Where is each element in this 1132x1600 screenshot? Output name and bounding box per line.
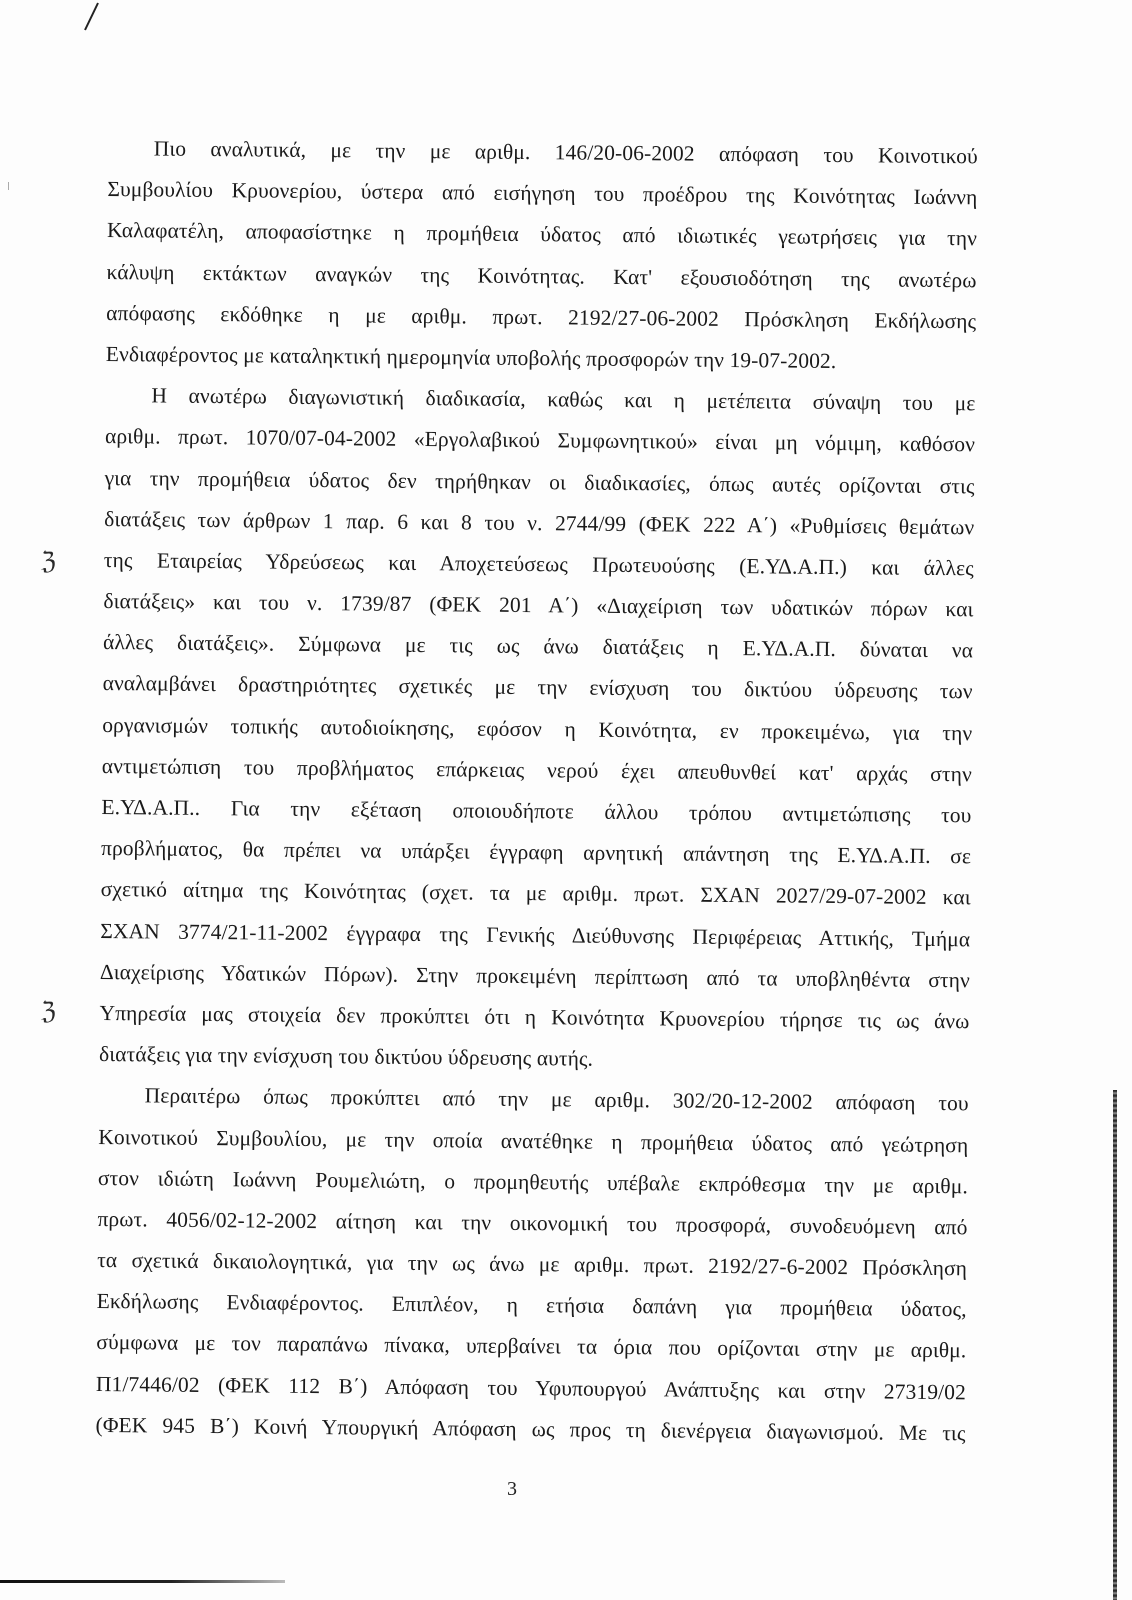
scan-artifact [8, 182, 9, 190]
margin-initial-mark-icon: ℨ [41, 997, 56, 1025]
paragraph-2-line: άλλες διατάξεις». Σύμφωνα με τις ως άνω διατάξεις η Ε.ΥΔ.Α.Π. δύναται να [102, 630, 974, 663]
paragraph-1-line: Καλαφατέλη, αποφασίστηκε η προμήθεια ύδατος από ιδιωτικές γεωτρήσεις για την [106, 218, 978, 251]
paragraph-3-line: Κοινοτικού Συμβουλίου, με την οποία ανατέθηκε η προμήθεια ύδατος από γεώτρηση [98, 1124, 969, 1157]
paragraph-3-line: σύμφωνα με τον παραπάνω πίνακα, υπερβαίνει τα όρια που ορίζονται στην με αριθμ. [96, 1330, 967, 1363]
paragraph-2-line: Υπηρεσία μας στοιχεία δεν προκύπτει ότι η Κοινότητα Κρυονερίου τήρησε τις ως άνω [99, 1000, 970, 1034]
paragraph-2-line: αναλαμβάνει δραστηριότητες σχετικές με την ενίσχυση του δικτύου ύδρευσης των [102, 671, 973, 704]
paragraph-3-line: Περαιτέρω όπως προκύπτει από την με αριθμ. 302/20-12-2002 απόφαση του [144, 1083, 969, 1116]
paragraph-3-line: Π1/7446/02 (ΦΕΚ 112 Β΄) Απόφαση του Υφυπουργού Ανάπτυξης και στην 27319/02 [95, 1371, 967, 1404]
paragraph-2-line: Ε.ΥΔ.Α.Π.. Για την εξέταση οποιουδήποτε άλλου τρόπου αντιμετώπισης του [101, 794, 972, 828]
paragraph-1-line: Ενδιαφέροντος με καταληκτική ημερομηνία υποβολής προσφορών την 19-07-2002. [105, 341, 837, 373]
paragraph-2-line: διατάξεις των άρθρων 1 παρ. 6 και 8 του ν. 2744/99 (ΦΕΚ 222 Α΄) «Ρυθμίσεις θεμάτων [104, 506, 975, 540]
scan-bottom-edge-line [0, 1580, 285, 1583]
paragraph-1-line: Συμβουλίου Κρυονερίου, ύστερα από εισήγηση του προέδρου της Κοινότητας Ιωάννη [107, 177, 978, 210]
document-body [95, 128, 978, 1454]
paragraph-1-line: Πιο αναλυτικά, με την με αριθμ. 146/20-06-2002 απόφαση του Κοινοτικού [153, 136, 978, 169]
paragraph-2-line: οργανισμών τοπικής αυτοδιοίκησης, εφόσον η Κοινότητα, εν προκειμένω, για την [102, 712, 973, 745]
paragraph-3-line: πρωτ. 4056/02-12-2002 αίτηση και την οικονομική του προσφορά, συνοδευόμενη από [97, 1206, 968, 1240]
paragraph-3-line: (ΦΕΚ 945 Β΄) Κοινή Υπουργική Απόφαση ως προς τη διενέργεια διαγωνισμού. Με τις [95, 1412, 966, 1446]
paragraph-3-line: τα σχετικά δικαιολογητικά, για την ως άνω με αριθμ. πρωτ. 2192/27-6-2002 Πρόσκληση [97, 1248, 968, 1281]
paragraph-2-line: Η ανωτέρω διαγωνιστική διαδικασία, καθώς και η μετέπειτα σύναψη του με [151, 383, 976, 416]
paragraph-3-line: στον ιδιώτη Ιωάννη Ρουμελιώτη, ο προμηθευτής υπέβαλε εκπρόθεσμα την με αριθμ. [97, 1165, 968, 1198]
corner-pen-mark-icon [82, 2, 100, 32]
paragraph-2-line: για την προμήθεια ύδατος δεν τηρήθηκαν οι διαδικασίες, όπως αυτές ορίζονται στις [104, 465, 975, 498]
paragraph-1-line: απόφασης εκδόθηκε η με αριθμ. πρωτ. 2192/27-06-2002 Πρόσκληση Εκδήλωσης [106, 300, 977, 334]
paragraph-2-line: προβλήματος, θα πρέπει να υπάρξει έγγραφη αρνητική απάντηση της Ε.ΥΔ.Α.Π. σε [100, 836, 972, 869]
paragraph-3-line: Εκδήλωσης Ενδιαφέροντος. Επιπλέον, η ετήσια δαπάνη για προμήθεια ύδατος, [96, 1289, 967, 1322]
paragraph-2-line: της Εταιρείας Υδρεύσεως και Αποχετεύσεως Πρωτευούσης (Ε.ΥΔ.Α.Π.) και άλλες [103, 547, 974, 581]
paragraph-2-line: διατάξεις» και του ν. 1739/87 (ΦΕΚ 201 Α΄) «Διαχείριση των υδατικών πόρων και [103, 589, 974, 622]
page-number: 3 [507, 1478, 517, 1500]
paragraph-2-line: αντιμετώπιση του προβλήματος επάρκειας νερού έχει απευθυνθεί κατ' αρχάς στην [101, 753, 972, 787]
scan-right-edge-shadow [1113, 1090, 1117, 1600]
paragraph-2-line: αριθμ. πρωτ. 1070/07-04-2002 «Εργολαβικού Συμφωνητικού» είναι μη νόμιμη, καθόσον [104, 424, 976, 457]
paragraph-2-line: σχετικό αίτημα της Κοινότητας (σχετ. τα με αριθμ. πρωτ. ΣΧΑΝ 2027/29-07-2002 και [100, 877, 971, 910]
paragraph-1-line: κάλυψη εκτάκτων αναγκών της Κοινότητας. Κατ' εξουσιοδότηση της ανωτέρω [106, 259, 977, 292]
paragraph-2-line: Διαχείρισης Υδατικών Πόρων). Στην προκειμένη περίπτωση από τα υποβληθέντα στην [99, 959, 970, 993]
paragraph-2-line: διατάξεις για την ενίσχυση του δικτύου ύδρευσης αυτής. [98, 1042, 594, 1071]
paragraph-2-line: ΣΧΑΝ 3774/21-11-2002 έγγραφα της Γενικής Διεύθυνσης Περιφέρειας Αττικής, Τμήμα [100, 918, 971, 951]
margin-initial-mark-icon: ℨ [41, 547, 56, 575]
